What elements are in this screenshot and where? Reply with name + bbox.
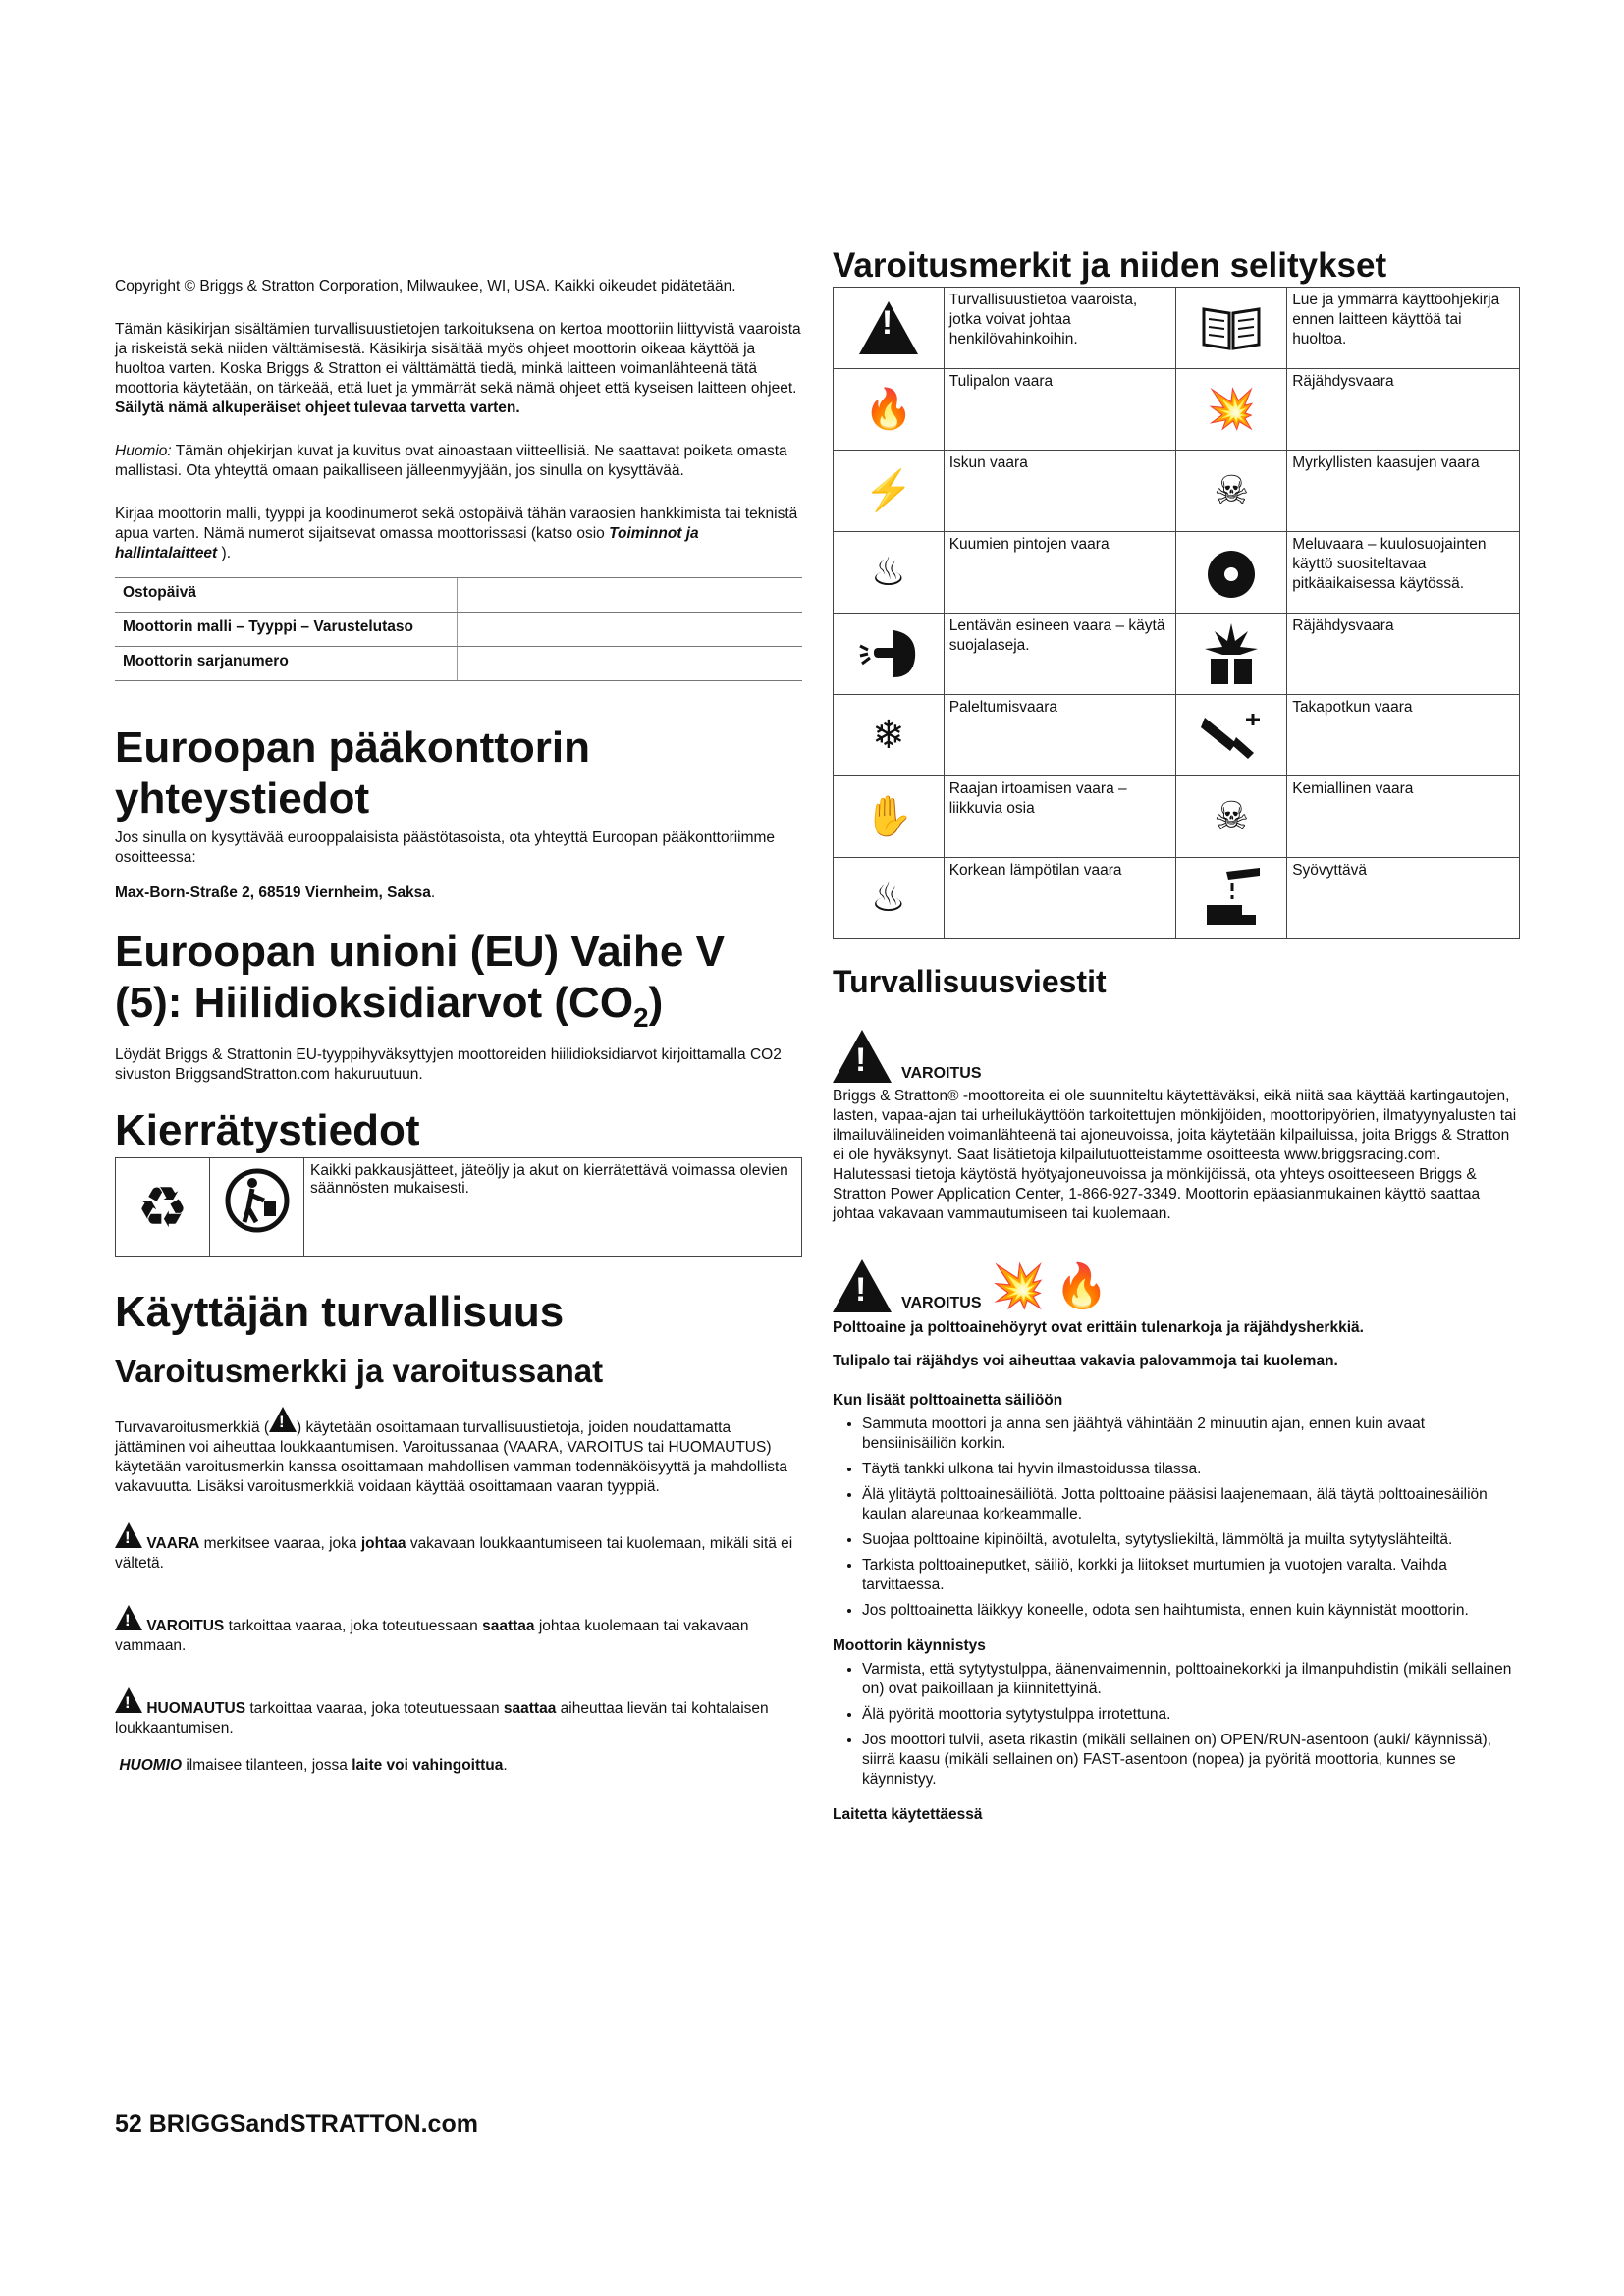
- recycle-title: Kierrätystiedot: [115, 1105, 420, 1154]
- hearing-protection-icon: [1176, 532, 1287, 614]
- symbol-description: Turvallisuustietoa vaaroista, jotka voivat johtaa henkilövahinkoihin.: [944, 288, 1176, 369]
- explosion-icon: 💥: [1176, 369, 1287, 451]
- warning-header: ! VAROITUS 💥 🔥: [833, 1259, 1520, 1312]
- co2-title: Euroopan unioni (EU) Vaihe V (5): Hiilidioksidiarvot $(CO_2)$: [115, 928, 725, 1033]
- list-item: • Jos polttoainetta läikkyy koneelle, odota sen haihtumista, ennen kuin käynnistät moottorin.: [862, 1601, 1520, 1621]
- start-heading: Moottorin käynnistys: [833, 1637, 986, 1654]
- page-footer: 52 BRIGGSandSTRATTON.com: [115, 2110, 478, 2138]
- frost-icon: ❄: [834, 695, 945, 776]
- eu-hq-address: Max-Born-Straße 2, 68519 Viernheim, Saksa.: [115, 884, 436, 901]
- symbol-description: Tulipalon vaara: [944, 369, 1176, 451]
- table-row: [834, 369, 1520, 451]
- list-item: • Älä pyöritä moottoria sytytystulppa irrotettuna.: [862, 1705, 1520, 1725]
- recycle-icon: ♻: [116, 1157, 210, 1256]
- flying-object-icon: [834, 614, 945, 695]
- record-paragraph: Kirjaa moottorin malli, tyyppi ja koodinumerot sekä ostopäivä tähän varaosien hankkimista tai teknistä apua varten. Nämä numerot sijaitsevat omassa moottorissasi (katso osio Toiminnot ja hallintalaitteet ).: [115, 506, 798, 561]
- table-row: [834, 614, 1520, 695]
- warning-triangle-icon: !: [269, 1407, 297, 1432]
- info-value-field[interactable]: [458, 613, 803, 647]
- high-temperature-icon: ♨: [834, 858, 945, 939]
- table-row: [834, 288, 1520, 369]
- info-table: [115, 577, 802, 681]
- hot-surface-icon: ♨: [834, 532, 945, 614]
- symbols-title: Varoitusmerkit ja niiden selitykset: [833, 246, 1387, 285]
- corrosive-icon: [1176, 858, 1287, 939]
- right-column: [833, 247, 1520, 1825]
- table-row: [115, 647, 802, 681]
- symbol-description: Kemiallinen vaara: [1287, 776, 1520, 858]
- table-row: [834, 858, 1520, 939]
- symbol-description: Syövyttävä: [1287, 858, 1520, 939]
- use-heading: Laitetta käytettäessä: [833, 1806, 983, 1823]
- fire-icon: 🔥: [834, 369, 945, 451]
- symbol-description: Paleltumisvaara: [944, 695, 1176, 776]
- list-item: • Suojaa polttoaine kipinöiltä, avotulelta, sytytysliekiltä, lämmöltä ja muilta sytytyslähteiltä.: [862, 1530, 1520, 1550]
- warning2-bold-1: Polttoaine ja polttoainehöyryt ovat erittäin tulenarkoja ja räjähdysherkkiä.: [833, 1319, 1364, 1336]
- info-value-field[interactable]: [458, 647, 803, 681]
- warning-triangle-icon: !: [833, 1030, 892, 1083]
- signal-paragraph: Turvavaroitusmerkkiä ( ! ) käytetään osoittamaan turvallisuustietoja, joiden noudattamatta jättäminen voi aiheuttaa loukkaantumisen. Varoitussanaa (VAARA, VAROITUS tai HUOMAUTUS) käytetään varoitusmerkin kanssa osoittamaan mahdollisen vamman todennäköisyyttä ja mahdollista vakavuutta. Lisäksi varoitusmerkkiä voidaan käyttää osoittamaan vaaran tyyppiä.: [115, 1407, 802, 1497]
- list-item: • Älä ylitäytä polttoainesäiliötä. Jotta polttoaine pääsisi laajenemaan, älä täytä polttoainesäiliön kaulan alareunaa korkeammalle.: [862, 1485, 1520, 1524]
- warning1-text: Briggs & Stratton® -moottoreita ei ole suunniteltu käytettäväksi, eikä niitä saa käyttää kartingautojen, lasten, vapaa-ajan tai urheilukäyttöön tarkoitettujen mönkijöiden, moottoripyörien, ilmatyynyalusten tai ilmailuvälineiden voimanlähteenä tai ajoneuvoissa, joita käytetään kilpailuissa, joita Briggs & Stratton ei ole hyväksynyt. Saat lisätietoja kilpailutuotteistamme osoitteesta www.briggsracing.com. Halutessasi tietoja käytöstä hyötyajoneuvoissa ja mönkijöissä, ota yhteys osoitteeseen Briggs & Stratton Power Application Center, 1-866-927-3349. Moottorin epäasianmukainen käyttö saattaa johtaa vakavaan vammautumiseen tai kuolemaan.: [833, 1088, 1517, 1222]
- table-row: [834, 776, 1520, 858]
- skull-icon: ☠: [1176, 776, 1287, 858]
- recycle-text: Kaikki pakkausjätteet, jäteöljy ja akut on kierrätettävä voimassa olevien säännösten mukaisesti.: [304, 1157, 802, 1256]
- battery-explosion-icon: [1176, 614, 1287, 695]
- warning-triangle-icon: !: [834, 288, 945, 369]
- warning-triangle-icon: !: [115, 1687, 142, 1713]
- symbol-description: Iskun vaara: [944, 451, 1176, 532]
- amputation-icon: ✋: [834, 776, 945, 858]
- left-column: [115, 277, 802, 1776]
- list-item: • Tarkista polttoaineputket, säiliö, korkki ja liitokset murtumien ja vuotojen varalta. Vaihda tarvittaessa.: [862, 1556, 1520, 1595]
- symbol-description: Lue ja ymmärrä käyttöohjekirja ennen laitteen käyttöä tai huoltoa.: [1287, 288, 1520, 369]
- warning-triangle-icon: !: [833, 1259, 892, 1312]
- copyright: Copyright © Briggs & Stratton Corporation, Milwaukee, WI, USA. Kaikki oikeudet pidätetään.: [115, 278, 736, 294]
- symbol-description: Korkean lämpötilan vaara: [944, 858, 1176, 939]
- symbol-description: Kuumien pintojen vaara: [944, 532, 1176, 614]
- symbol-description: Myrkyllisten kaasujen vaara: [1287, 451, 1520, 532]
- huomautus-paragraph: ! HUOMAUTUS tarkoittaa vaaraa, joka toteutuessaan saattaa aiheuttaa lievän tai kohtalaisen loukkaantumisen.: [115, 1687, 802, 1738]
- table-row: [834, 451, 1520, 532]
- list-item: • Varmista, että sytytystulppa, äänenvaimennin, polttoainekorkki ja ilmanpuhdistin (mikäli sellainen on) ovat paikoillaan ja kiinnitettyinä.: [862, 1660, 1520, 1699]
- warning-header: ! VAROITUS: [833, 1030, 1520, 1083]
- start-list: [833, 1660, 1520, 1789]
- user-safety-title: Käyttäjän turvallisuus: [115, 1287, 565, 1336]
- list-item: • Täytä tankki ulkona tai hyvin ilmastoidussa tilassa.: [862, 1460, 1520, 1479]
- co2-text: Löydät Briggs & Strattonin EU-tyyppihyväksyttyjen moottoreiden hiilidioksidiarvot kirjoittamalla CO2 sivuston BriggsandStratton.com hakuruutuun.: [115, 1045, 782, 1083]
- fuel-heading: Kun lisäät polttoainetta säiliöön: [833, 1392, 1063, 1409]
- manual-book-icon: [1176, 288, 1287, 369]
- signal-title: Varoitusmerkki ja varoitussanat: [115, 1352, 604, 1389]
- table-row: [834, 532, 1520, 614]
- table-row: [115, 613, 802, 647]
- recycle-table: [115, 1157, 802, 1257]
- tidy-man-icon: [210, 1157, 304, 1256]
- list-item: • Jos moottori tulvii, aseta rikastin (mikäli sellainen on) OPEN/RUN-asentoon (auki/ käynnissä), siirrä kaasu (mikäli sellainen on) FAST-asentoon (nopea) ja pyöritä moottoria, kunnes se käynnistyy.: [862, 1731, 1520, 1789]
- table-row: [834, 695, 1520, 776]
- symbol-description: Lentävän esineen vaara – käytä suojalaseja.: [944, 614, 1176, 695]
- symbol-description: Räjähdysvaara: [1287, 614, 1520, 695]
- warning2-bold-2: Tulipalo tai räjähdys voi aiheuttaa vakavia palovammoja tai kuoleman.: [833, 1353, 1338, 1369]
- info-value-field[interactable]: [458, 578, 803, 613]
- fire-icon: 🔥: [1055, 1262, 1110, 1310]
- varoitus-paragraph: ! VAROITUS tarkoittaa vaaraa, joka toteutuessaan saattaa johtaa kuolemaan tai vakavaan vammaan.: [115, 1605, 802, 1656]
- info-label: Moottorin malli – Tyyppi – Varustelutaso: [115, 613, 458, 647]
- huomio-paragraph: HUOMIO ilmaisee tilanteen, jossa laite voi vahingoittua.: [119, 1756, 508, 1774]
- symbols-table: [833, 287, 1520, 939]
- intro-paragraph: Tämän käsikirjan sisältämien turvallisuustietojen tarkoituksena on kertoa moottoriin liittyvistä vaaroista ja riskeistä sekä niiden välttämisestä. Käsikirja sisältää myös ohjeet moottorin oikeaa käyttöä ja huoltoa varten. Koska Briggs & Stratton ei välttämättä tiedä, minkä laitteen voimanlähteenä tätä moottoria käytetään, on tärkeää, että luet ja ymmärrät sekä nämä ohjeet että kyseisen laitteen ohjeet. Säilytä nämä alkuperäiset ohjeet tulevaa tarvetta varten.: [115, 321, 801, 416]
- safety-messages-title: Turvallisuusviestit: [833, 964, 1107, 999]
- eu-hq-text: Jos sinulla on kysyttävää eurooppalaisista päästötasoista, ota yhteyttä Euroopan pääkonttoriimme osoitteessa:: [115, 829, 776, 866]
- info-label: Ostopäivä: [115, 578, 458, 613]
- info-label: Moottorin sarjanumero: [115, 647, 458, 681]
- explosion-icon: 💥: [991, 1262, 1046, 1310]
- symbol-description: Raajan irtoamisen vaara – liikkuvia osia: [944, 776, 1176, 858]
- warning-triangle-icon: !: [115, 1605, 142, 1630]
- symbol-description: Meluvaara – kuulosuojainten käyttö suositeltavaa pitkäaikaisessa käytössä.: [1287, 532, 1520, 614]
- symbol-description: Räjähdysvaara: [1287, 369, 1520, 451]
- table-row: [115, 578, 802, 613]
- toxic-gas-icon: ☠: [1176, 451, 1287, 532]
- warning-triangle-icon: !: [115, 1522, 142, 1548]
- kickback-icon: [1176, 695, 1287, 776]
- eu-hq-title: Euroopan pääkonttorin yhteystiedot: [115, 723, 590, 823]
- shock-icon: ⚡: [834, 451, 945, 532]
- note-paragraph: Huomio: Tämän ohjekirjan kuvat ja kuvitus ovat ainoastaan viitteellisiä. Ne saattavat poiketa omasta mallistasi. Ota yhteyttä omaan paikalliseen jälleenmyyjään, jos sinulla on kysyttävää.: [115, 443, 787, 479]
- vaara-paragraph: ! VAARA merkitsee vaaraa, joka johtaa vakavaan loukkaantumiseen tai kuolemaan, mikäli sitä ei vältetä.: [115, 1522, 802, 1574]
- list-item: • Sammuta moottori ja anna sen jäähtyä vähintään 2 minuutin ajan, ennen kuin avaat bensiinisäiliön korkin.: [862, 1415, 1520, 1454]
- fuel-list: [833, 1415, 1520, 1621]
- symbol-description: Takapotkun vaara: [1287, 695, 1520, 776]
